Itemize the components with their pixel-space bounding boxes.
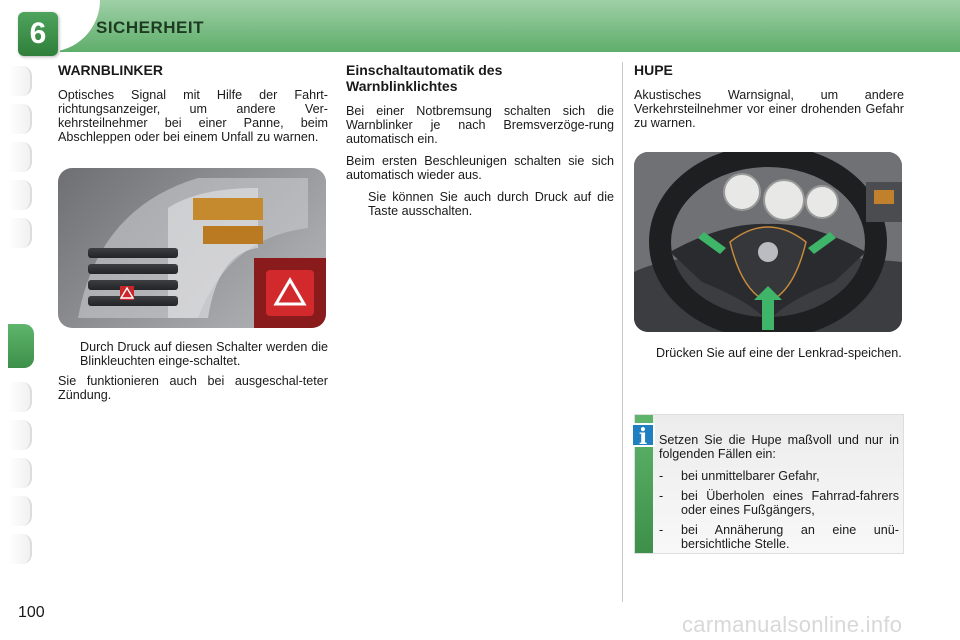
automatik-column bbox=[346, 62, 614, 224]
steering-wheel-graphic bbox=[634, 152, 902, 332]
warnblinker-heading: WARNBLINKER bbox=[58, 62, 163, 78]
chapter-tab[interactable] bbox=[8, 218, 32, 248]
warnblinker-lower-text bbox=[58, 340, 328, 410]
hupe-heading: HUPE bbox=[634, 62, 673, 78]
info-list-item bbox=[659, 489, 899, 517]
hupe-column bbox=[634, 62, 904, 138]
info-box bbox=[634, 414, 904, 554]
hazard-switch-illustration bbox=[58, 168, 326, 328]
chapter-tab[interactable] bbox=[8, 382, 32, 412]
column-divider bbox=[622, 62, 623, 602]
chapter-tab[interactable] bbox=[8, 104, 32, 134]
chapter-tab[interactable] bbox=[8, 142, 32, 172]
automatik-paragraph-2: Beim ersten Beschleunigen schalten sie sich automatisch wieder aus. bbox=[346, 154, 614, 182]
chapter-tab[interactable] bbox=[8, 458, 32, 488]
chapter-badge: 6 bbox=[18, 12, 58, 56]
info-list-item bbox=[659, 469, 899, 483]
info-intro: Setzen Sie die Hupe maßvoll und nur in folgenden Fällen ein: bbox=[659, 433, 899, 461]
automatik-heading: Einschaltautomatik des Warnblinklichtes bbox=[346, 62, 503, 94]
warnblinker-bullet-text: Durch Druck auf diesen Schalter werden die Blinkleuchten einge-schaltet. bbox=[80, 340, 328, 368]
bullet-icon bbox=[346, 190, 360, 218]
warnblinker-column bbox=[58, 62, 328, 152]
watermark: carmanualsonline.info bbox=[682, 612, 903, 637]
chapter-tab-active[interactable] bbox=[8, 324, 34, 368]
info-item-3: bei Annäherung an eine unü-bersichtliche Stelle. bbox=[681, 523, 899, 551]
bullet-icon bbox=[58, 340, 72, 368]
steering-wheel-illustration bbox=[634, 152, 902, 332]
warnblinker-note: Sie funktionieren auch bei ausgeschal-teter Zündung. bbox=[58, 374, 328, 402]
hupe-lower-text bbox=[634, 346, 904, 366]
automatik-bullet-text: Sie können Sie auch durch Druck auf die Taste ausschalten. bbox=[368, 190, 614, 218]
page-number: 100 bbox=[18, 604, 45, 621]
info-list-item bbox=[659, 523, 899, 551]
chapter-tab[interactable] bbox=[8, 180, 32, 210]
chapter-tab[interactable] bbox=[8, 534, 32, 564]
automatik-paragraph-1: Bei einer Notbremsung schalten sich die Warnblinker je nach Bremsverzöge-rung automatisch ein. bbox=[346, 104, 614, 146]
dash-marker: - bbox=[659, 469, 664, 483]
warnblinker-bullet bbox=[58, 340, 328, 368]
section-title: SICHERHEIT bbox=[96, 18, 204, 37]
dash-marker: - bbox=[659, 523, 664, 537]
hupe-bullet-text: Drücken Sie auf eine der Lenkrad-speichen. bbox=[656, 346, 902, 360]
bullet-icon bbox=[634, 346, 648, 360]
chapter-tab[interactable] bbox=[8, 420, 32, 450]
chapter-tab[interactable] bbox=[8, 496, 32, 526]
side-chapter-tabs bbox=[8, 66, 34, 576]
info-item-1: bei unmittelbarer Gefahr, bbox=[681, 469, 820, 483]
dash-marker: - bbox=[659, 489, 664, 503]
warnblinker-intro: Optisches Signal mit Hilfe der Fahrt-richtungsanzeiger, um andere Ver-kehrsteilnehmer bei einer Panne, beim Abschleppen oder bei einem Unfall zu warnen. bbox=[58, 88, 328, 144]
info-text bbox=[659, 433, 899, 557]
info-icon: i bbox=[631, 423, 655, 447]
hupe-intro: Akustisches Warnsignal, um andere Verkehrsteilnehmer vor einer drohenden Gefahr zu warnen. bbox=[634, 88, 904, 130]
info-item-2: bei Überholen eines Fahrrad-fahrers oder eines Fußgängers, bbox=[681, 489, 899, 517]
chapter-tab[interactable] bbox=[8, 66, 32, 96]
hazard-switch-graphic bbox=[58, 168, 326, 328]
automatik-bullet bbox=[346, 190, 614, 218]
hupe-bullet bbox=[634, 346, 904, 360]
